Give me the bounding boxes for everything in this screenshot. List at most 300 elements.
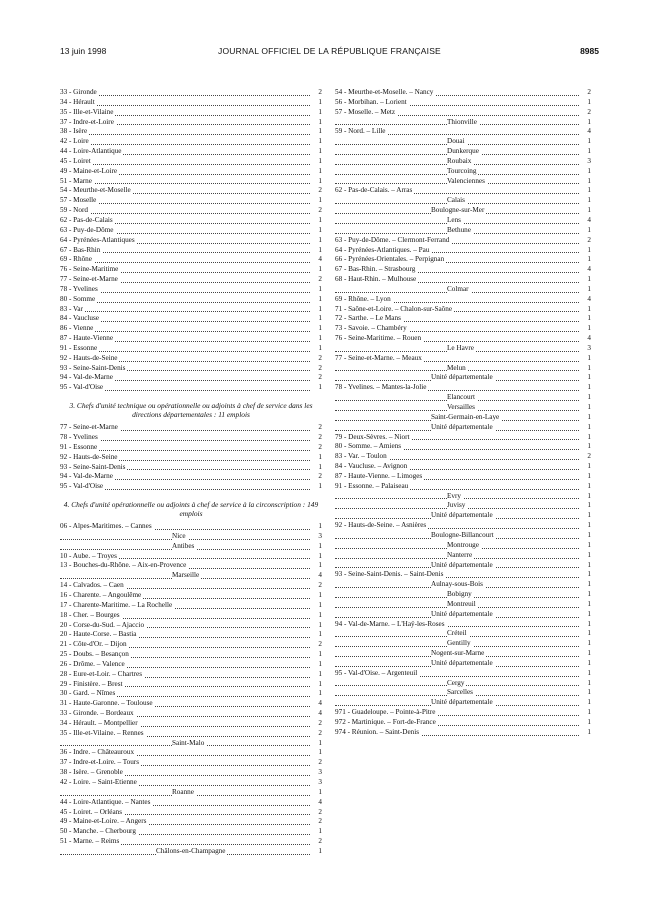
list-item <box>60 433 322 443</box>
item-label: 63 - Puy-de-Dôme. – Clermont-Ferrand <box>335 235 450 244</box>
list-item <box>335 216 591 226</box>
item-value: 1 <box>318 551 322 560</box>
item-value: 4 <box>318 797 322 806</box>
item-label: Colmar <box>447 284 469 293</box>
list-item <box>335 265 591 275</box>
item-value: 1 <box>318 107 322 116</box>
item-value: 1 <box>587 678 591 687</box>
item-label: Unité départementale <box>431 609 493 618</box>
list-item <box>60 157 322 167</box>
item-value: 2 <box>587 88 591 96</box>
item-value: 4 <box>318 571 322 580</box>
list-item <box>335 423 591 433</box>
item-label: 21 - Côte-d'Or. – Dijon <box>60 640 127 649</box>
item-label: 76 - Seine-Maritime. – Rouen <box>335 334 422 343</box>
item-value: 1 <box>318 659 322 668</box>
item-value: 1 <box>587 649 591 658</box>
item-label: 33 - Gironde <box>60 88 97 96</box>
list-item <box>60 98 322 108</box>
item-label: 95 - Val-d'Oise <box>60 482 104 491</box>
item-label: 20 - Haute-Corse. – Bastia <box>60 630 137 639</box>
list-item <box>60 127 322 137</box>
item-value: 1 <box>587 284 591 293</box>
header-title: JOURNAL OFFICIEL DE LA RÉPUBLIQUE FRANÇAISE <box>218 46 441 56</box>
list-item <box>335 433 591 443</box>
item-label: 50 - Manche. – Cherbourg <box>60 827 136 836</box>
item-value: 2 <box>318 373 322 382</box>
item-label: 95 - Val-d'Oise. – Argenteuil <box>335 668 418 677</box>
item-label: 67 - Bas-Rhin <box>60 245 101 254</box>
item-value: 1 <box>318 610 322 619</box>
list-item <box>60 453 322 463</box>
item-value: 2 <box>318 718 322 727</box>
list-item <box>335 649 591 659</box>
item-value: 1 <box>587 511 591 520</box>
item-value: 2 <box>318 363 322 372</box>
item-label: 87 - Haute-Vienne <box>60 334 114 343</box>
list-item <box>335 314 591 324</box>
item-value: 1 <box>318 324 322 333</box>
item-label: 80 - Somme <box>60 294 96 303</box>
item-label: Roubaix <box>447 156 472 165</box>
list-item <box>335 413 591 423</box>
list-item <box>60 640 322 650</box>
item-label: Unité départementale <box>431 698 493 707</box>
leader-dots <box>60 183 310 184</box>
list-item <box>335 246 591 256</box>
list-item <box>335 511 591 521</box>
item-label: 80 - Somme. – Amiens <box>335 442 402 451</box>
item-value: 1 <box>587 206 591 215</box>
item-label: 63 - Puy-de-Dôme <box>60 225 114 234</box>
list-item <box>60 719 322 729</box>
item-label: 92 - Hauts-de-Seine <box>60 353 118 362</box>
list-item <box>60 709 322 719</box>
list-item <box>60 482 322 492</box>
list-item <box>60 265 322 275</box>
item-label: 93 - Seine-Saint-Denis <box>60 462 126 471</box>
list-item <box>335 118 591 128</box>
item-value: 1 <box>587 324 591 333</box>
list-item <box>60 216 322 226</box>
list-item <box>60 670 322 680</box>
list-item <box>60 768 322 778</box>
item-label: 51 - Marne. – Reims <box>60 837 120 846</box>
item-label: 974 - Réunion. – Saint-Denis <box>335 727 420 736</box>
item-value: 1 <box>318 827 322 836</box>
item-label: 59 - Nord. – Lille <box>335 127 386 136</box>
list-item <box>335 186 591 196</box>
list-item <box>60 788 322 798</box>
list-item <box>335 541 591 551</box>
item-label: 78 - Yvelines <box>60 433 98 441</box>
list-item <box>335 472 591 482</box>
list-item <box>335 501 591 511</box>
list-item <box>335 561 591 571</box>
item-label: 31 - Haute-Garonne. – Toulouse <box>60 699 153 708</box>
list-item <box>335 98 591 108</box>
item-label: 37 - Indre-et-Loire <box>60 117 114 126</box>
item-label: 66 - Pyrénées-Orientales. – Perpignan <box>335 255 445 264</box>
list-item <box>335 236 591 246</box>
item-value: 2 <box>318 206 322 215</box>
list-item <box>60 196 322 206</box>
list-item <box>60 364 322 374</box>
item-label: 94 - Val-de-Marne <box>60 373 113 382</box>
item-label: 69 - Rhône <box>60 255 92 264</box>
list-item <box>335 177 591 187</box>
list-item <box>60 552 322 562</box>
list-item <box>60 137 322 147</box>
item-label: 91 - Essonne <box>60 343 98 352</box>
item-value: 1 <box>318 265 322 274</box>
item-label: 20 - Corse-du-Sud. – Ajaccio <box>60 620 145 629</box>
item-value: 1 <box>587 137 591 146</box>
item-label: 56 - Morbihan. – Lorient <box>335 97 407 106</box>
item-value: 1 <box>587 580 591 589</box>
item-label: 71 - Saône-et-Loire. – Chalon-sur-Saône <box>335 304 453 313</box>
item-label: 68 - Haut-Rhin. – Mulhouse <box>335 275 417 284</box>
item-value: 1 <box>587 353 591 362</box>
item-value: 2 <box>318 442 322 451</box>
item-value: 1 <box>587 97 591 106</box>
list-item <box>335 688 591 698</box>
item-value: 2 <box>318 807 322 816</box>
item-label: 49 - Maine-et-Loire. – Angers <box>60 817 147 826</box>
list-item <box>335 344 591 354</box>
leader-dots <box>60 213 310 214</box>
item-label: 51 - Marne <box>60 176 92 185</box>
item-label: Le Havre <box>447 343 474 352</box>
item-label: 83 - Var. – Toulon <box>335 452 387 461</box>
item-value: 1 <box>587 176 591 185</box>
list-item <box>335 285 591 295</box>
item-value: 1 <box>318 452 322 461</box>
item-label: 18 - Cher. – Bourges <box>60 610 120 619</box>
list-item <box>60 463 322 473</box>
item-value: 1 <box>587 255 591 264</box>
item-label: 54 - Meurthe-et-Moselle. – Nancy <box>335 88 434 96</box>
list-item <box>335 157 591 167</box>
list-item <box>60 601 322 611</box>
item-value: 1 <box>318 541 322 550</box>
leader-dots <box>60 262 310 263</box>
list-item <box>60 591 322 601</box>
left-column <box>60 88 322 857</box>
item-value: 2 <box>318 472 322 481</box>
list-item <box>60 808 322 818</box>
item-value: 2 <box>587 235 591 244</box>
list-item <box>335 610 591 620</box>
item-label: 83 - Var <box>60 304 84 313</box>
item-value: 1 <box>587 590 591 599</box>
item-value: 1 <box>587 629 591 638</box>
item-value: 1 <box>318 147 322 156</box>
leader-dots <box>60 164 310 165</box>
list-item <box>60 729 322 739</box>
item-value: 1 <box>318 650 322 659</box>
list-item <box>335 324 591 334</box>
item-label: 45 - Loiret <box>60 156 91 165</box>
list-item <box>60 798 322 808</box>
item-value: 4 <box>587 127 591 136</box>
item-value: 1 <box>318 846 322 855</box>
list-item <box>60 739 322 749</box>
item-value: 4 <box>587 294 591 303</box>
list-item <box>60 186 322 196</box>
item-value: 4 <box>587 265 591 274</box>
item-label: 93 - Seine-Saint-Denis <box>60 363 126 372</box>
item-value: 1 <box>318 176 322 185</box>
item-value: 1 <box>318 294 322 303</box>
item-value: 2 <box>318 433 322 441</box>
item-value: 1 <box>318 235 322 244</box>
list-item <box>60 324 322 334</box>
list-item <box>335 167 591 177</box>
list-item <box>60 660 322 670</box>
leader-dots <box>60 105 310 106</box>
item-value: 2 <box>318 758 322 767</box>
list-item <box>60 630 322 640</box>
list-item <box>335 226 591 236</box>
item-label: Douai <box>447 137 465 146</box>
list-item <box>335 127 591 137</box>
list-item <box>335 354 591 364</box>
item-value: 3 <box>318 768 322 777</box>
item-value: 4 <box>587 334 591 343</box>
item-label: Thionville <box>447 117 477 126</box>
item-label: Sarcelles <box>447 688 473 697</box>
item-value: 1 <box>318 166 322 175</box>
item-label: Châlons-en-Champagne <box>156 846 226 855</box>
item-label: Aulnay-sous-Bois <box>431 580 483 589</box>
item-label: 94 - Val-de-Marne <box>60 472 113 481</box>
list-item <box>335 551 591 561</box>
list-item <box>335 728 591 738</box>
item-label: 78 - Yvelines <box>60 284 98 293</box>
list-item <box>60 443 322 453</box>
item-label: Créteil <box>447 629 467 638</box>
list-item <box>60 571 322 581</box>
item-label: 37 - Indre-et-Loire. – Tours <box>60 758 139 767</box>
list-item <box>335 708 591 718</box>
item-label: Calais <box>447 196 465 205</box>
item-value: 1 <box>587 422 591 431</box>
item-value: 1 <box>587 196 591 205</box>
list-item <box>60 542 322 552</box>
item-label: 62 - Pas-de-Calais <box>60 215 113 224</box>
item-value: 1 <box>587 668 591 677</box>
item-label: Antibes <box>172 541 195 550</box>
list-item <box>60 354 322 364</box>
item-label: 35 - Ille-et-Vilaine <box>60 107 114 116</box>
item-value: 1 <box>587 393 591 402</box>
item-value: 1 <box>587 166 591 175</box>
item-label: 38 - Isère <box>60 127 88 136</box>
list-section-3 <box>60 423 322 492</box>
item-label: 25 - Doubs. – Besançon <box>60 650 129 659</box>
item-value: 1 <box>318 748 322 757</box>
list-item <box>60 275 322 285</box>
leader-dots <box>60 144 310 145</box>
item-label: 93 - Seine-Saint-Denis. – Saint-Denis <box>335 570 444 579</box>
list-item <box>335 600 591 610</box>
list-item <box>60 680 322 690</box>
list-item <box>335 255 591 265</box>
list-item <box>335 698 591 708</box>
item-value: 1 <box>587 501 591 510</box>
item-value: 1 <box>318 738 322 747</box>
item-value: 3 <box>318 778 322 786</box>
list-item <box>335 196 591 206</box>
item-label: 91 - Essonne <box>60 442 98 451</box>
item-value: 1 <box>587 403 591 411</box>
item-label: 86 - Vienne <box>60 324 94 333</box>
item-label: Bethune <box>447 225 471 234</box>
item-label: 33 - Gironde. – Bordeaux <box>60 709 134 718</box>
item-value: 4 <box>318 699 322 708</box>
item-value: 1 <box>587 708 591 717</box>
item-label: Boulogne-sur-Mer <box>431 206 485 215</box>
item-label: 44 - Loire-Atlantique <box>60 147 122 156</box>
list-item <box>60 147 322 157</box>
item-value: 2 <box>587 107 591 116</box>
list-item <box>60 699 322 709</box>
list-item <box>335 137 591 147</box>
item-label: Unité départementale <box>431 422 493 431</box>
list-item <box>60 334 322 344</box>
item-value: 1 <box>318 304 322 313</box>
item-value: 1 <box>318 156 322 165</box>
header-page-number: 8985 <box>580 46 599 56</box>
list-item <box>60 295 322 305</box>
list-section-4 <box>60 522 322 857</box>
list-item <box>60 827 322 837</box>
list-item <box>60 561 322 571</box>
page-header <box>38 46 621 60</box>
list-item <box>60 423 322 433</box>
list-item <box>60 522 322 532</box>
list-item <box>60 177 322 187</box>
item-label: 35 - Ille-et-Vilaine. – Rennes <box>60 728 144 737</box>
item-label: 13 - Bouches-du-Rhône. – Aix-en-Provence <box>60 561 187 570</box>
list-item <box>335 482 591 492</box>
item-value: 1 <box>318 689 322 698</box>
item-label: 34 - Hérault <box>60 97 95 106</box>
item-value: 1 <box>318 314 322 323</box>
item-value: 1 <box>587 521 591 530</box>
list-item <box>60 689 322 699</box>
item-label: Versailles <box>447 403 475 411</box>
list-item <box>60 118 322 128</box>
item-value: 1 <box>318 245 322 254</box>
item-label: 64 - Pyrénées-Atlantiques <box>60 235 135 244</box>
item-label: 971 - Guadeloupe. – Pointe-à-Pitre <box>335 708 436 717</box>
item-value: 1 <box>318 127 322 136</box>
item-value: 1 <box>587 727 591 736</box>
item-value: 1 <box>587 383 591 392</box>
item-label: 79 - Deux-Sèvres. – Niort <box>335 432 410 441</box>
item-value: 1 <box>587 186 591 195</box>
list-item <box>335 295 591 305</box>
leader-dots <box>60 302 310 303</box>
item-label: 77 - Seine-et-Marne <box>60 275 118 284</box>
item-label: Valenciennes <box>447 176 485 185</box>
item-label: Juvisy <box>447 501 466 510</box>
section-3-heading: 3. Chefs d'unité technique ou opérationnelle ou adjoints à chef de service dans les directions départementales : 11 emplois <box>69 401 313 420</box>
item-value: 1 <box>587 491 591 500</box>
item-value: 1 <box>587 147 591 156</box>
list-item <box>335 669 591 679</box>
list-item <box>60 758 322 768</box>
list-item <box>335 452 591 462</box>
item-value: 1 <box>587 658 591 667</box>
list-item <box>60 305 322 315</box>
list-item <box>335 570 591 580</box>
item-label: 36 - Indre. – Châteauroux <box>60 748 135 757</box>
item-label: 76 - Seine-Maritime <box>60 265 119 274</box>
item-label: Melun <box>447 363 466 372</box>
list-item <box>60 611 322 621</box>
item-label: 67 - Bas-Rhin. – Strasbourg <box>335 265 416 274</box>
item-value: 1 <box>318 462 322 471</box>
item-label: 57 - Moselle <box>60 196 97 205</box>
list-item <box>60 167 322 177</box>
list-item <box>60 246 322 256</box>
item-label: 72 - Sarthe. – Le Mans <box>335 314 401 323</box>
list-item <box>335 521 591 531</box>
item-label: Evry <box>447 491 461 500</box>
item-label: Unité départementale <box>431 511 493 520</box>
item-value: 1 <box>587 639 591 648</box>
item-value: 1 <box>587 432 591 441</box>
item-value: 1 <box>587 471 591 480</box>
item-value: 1 <box>318 225 322 234</box>
item-label: 44 - Loire-Atlantique. – Nantes <box>60 797 151 806</box>
list-item <box>335 108 591 118</box>
item-value: 1 <box>318 334 322 343</box>
item-label: 45 - Loiret. – Orléans <box>60 807 123 816</box>
item-label: Lens <box>447 215 461 224</box>
item-value: 1 <box>587 570 591 579</box>
item-label: 34 - Hérault. – Montpellier <box>60 718 138 727</box>
list-item <box>335 590 591 600</box>
item-label: 28 - Eure-et-Loir. – Chartres <box>60 669 143 678</box>
section-4-heading: 4. Chefs d'unité opérationnelle ou adjoints à chef de service à la circonscription : 149 emplois <box>63 500 319 519</box>
item-label: Bobigny <box>447 590 472 599</box>
item-label: 95 - Val-d'Oise <box>60 383 104 392</box>
list-item <box>335 383 591 393</box>
item-label: Unité départementale <box>431 373 493 382</box>
item-label: 14 - Calvados. – Caen <box>60 581 124 590</box>
item-value: 4 <box>318 255 322 264</box>
item-label: 73 - Savoie. – Chambéry <box>335 324 407 333</box>
item-label: 69 - Rhône. – Lyon <box>335 294 391 303</box>
item-value: 1 <box>318 196 322 205</box>
item-value: 2 <box>318 423 322 432</box>
list-item <box>335 718 591 728</box>
item-value: 1 <box>318 679 322 688</box>
item-value: 1 <box>318 137 322 146</box>
list-item <box>60 847 322 857</box>
item-label: Nogent-sur-Marne <box>431 649 485 658</box>
item-label: 17 - Charente-Maritime. – La Rochelle <box>60 600 173 609</box>
item-value: 1 <box>587 530 591 539</box>
item-label: Tourcoing <box>447 166 477 175</box>
item-value: 1 <box>587 550 591 559</box>
list-item <box>60 285 322 295</box>
item-value: 1 <box>587 225 591 234</box>
